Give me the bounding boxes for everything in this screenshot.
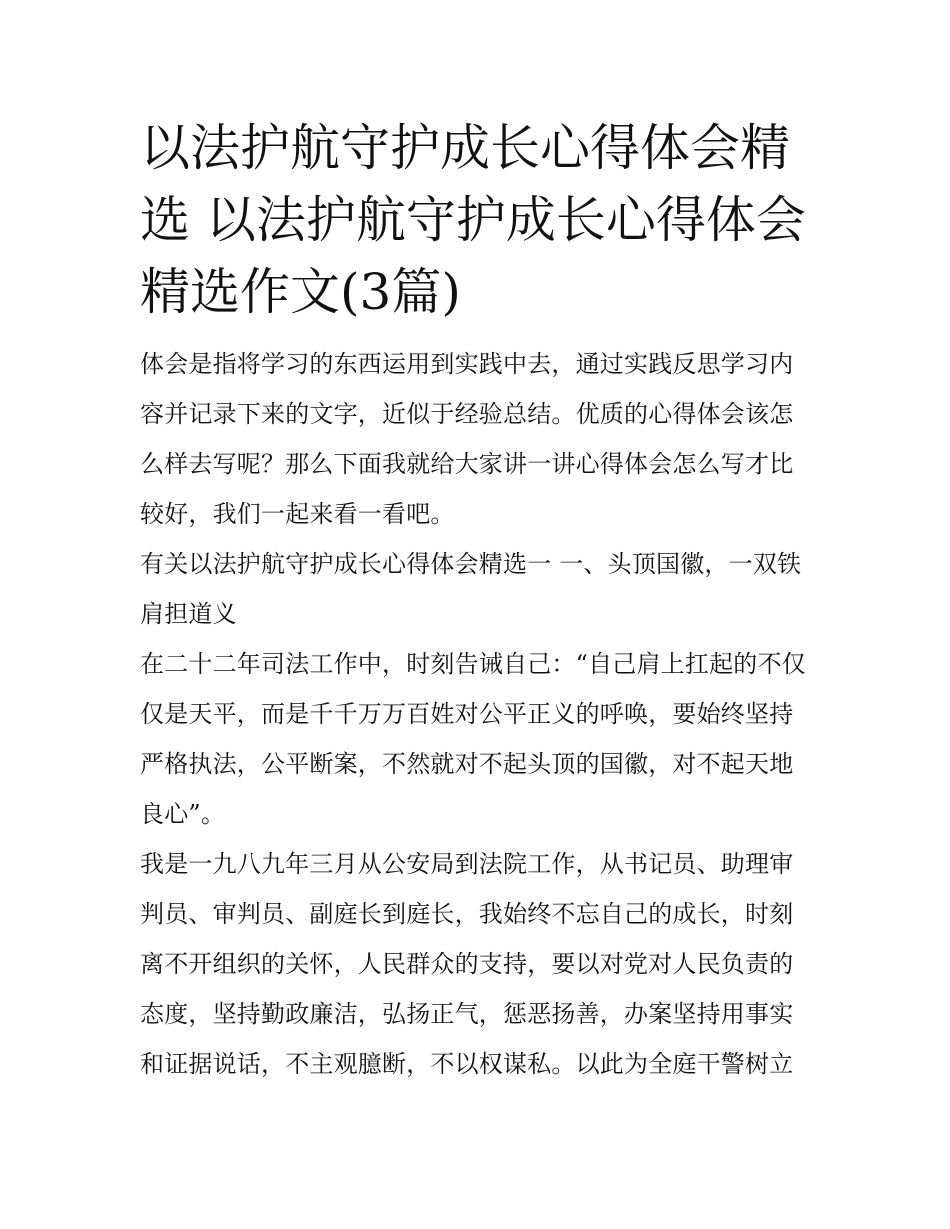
document-title: 以法护航守护成长心得体会精选 以法护航守护成长心得体会精选作文(3篇) (140, 119, 806, 321)
document-body (140, 339, 812, 1089)
paragraph-intro: 体会是指将学习的东西运用到实践中去，通过实践反思学习内容并记录下来的文字，近似于经验总结。优质的心得体会该怎么样去写呢？那么下面我就给大家讲一讲心得体会怎么写才比较好，我们一起来看一看吧。 (140, 350, 794, 528)
paragraph-section-heading: 有关以法护航守护成长心得体会精选一 一、头顶国徽，一双铁肩担道义 (140, 550, 802, 628)
document-page (140, 112, 812, 1089)
paragraph-career: 我是一九八九年三月从公安局到法院工作，从书记员、助理审判员、审判员、副庭长到庭长，我始终不忘自己的成长，时刻离不开组织的关怀，人民群众的支持，要以对党对人民负责的态度，坚持勤政廉洁，弘扬正气，惩恶扬善，办案坚持用事实和证据说话，不主观臆断，不以权谋私。以此为全庭干警树立 (140, 850, 794, 1078)
paragraph-quote: 在二十二年司法工作中，时刻告诫自己：“自己肩上扛起的不仅仅是天平，而是千千万万百姓对公平正义的呼唤，要始终坚持严格执法，公平断案，不然就对不起头顶的国徽，对不起天地良心”。 (140, 650, 806, 828)
